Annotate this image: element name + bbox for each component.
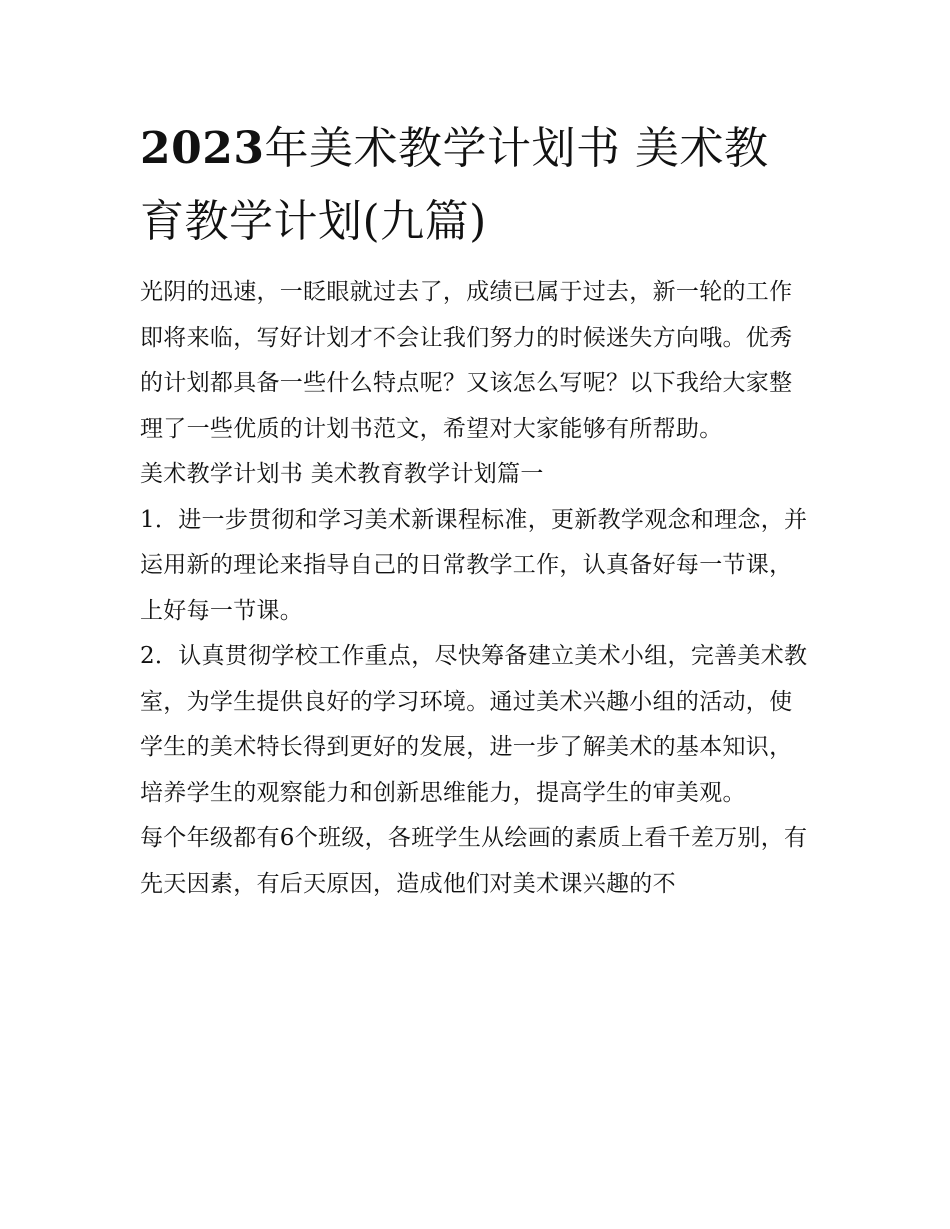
document-title xyxy=(140,112,812,258)
section-heading: 美术教学计划书 美术教育教学计划篇一 xyxy=(140,461,544,487)
document-body xyxy=(140,112,812,907)
title-year: 2023 xyxy=(140,123,265,174)
list-item-2: 2．认真贯彻学校工作重点，尽快筹备建立美术小组，完善美术教室，为学生提供良好的学习环境。通过美术兴趣小组的活动，使学生的美术特长得到更好的发展，进一步了解美术的基本知识，培养学生的观察能力和创新思维能力，提高学生的审美观。 xyxy=(140,643,808,806)
list-item-1: 1．进一步贯彻和学习美术新课程标准，更新教学观念和理念，并运用新的理论来指导自己的日常教学工作，认真备好每一节课，上好每一节课。 xyxy=(140,506,808,624)
intro-paragraph: 光阴的迅速，一眨眼就过去了，成绩已属于过去，新一轮的工作即将来临，写好计划才不会让我们努力的时候迷失方向哦。优秀的计划都具备一些什么特点呢？又该怎么写呢？以下我给大家整理了一些优质的计划书范文，希望对大家能够有所帮助。 xyxy=(140,279,793,442)
body-paragraph: 每个年级都有6个班级，各班学生从绘画的素质上看千差万别，有先天因素，有后天原因，造成他们对美术课兴趣的不 xyxy=(140,825,808,897)
title-text: 年美术教学计划书 美术教育教学计划(九篇) xyxy=(140,123,769,247)
